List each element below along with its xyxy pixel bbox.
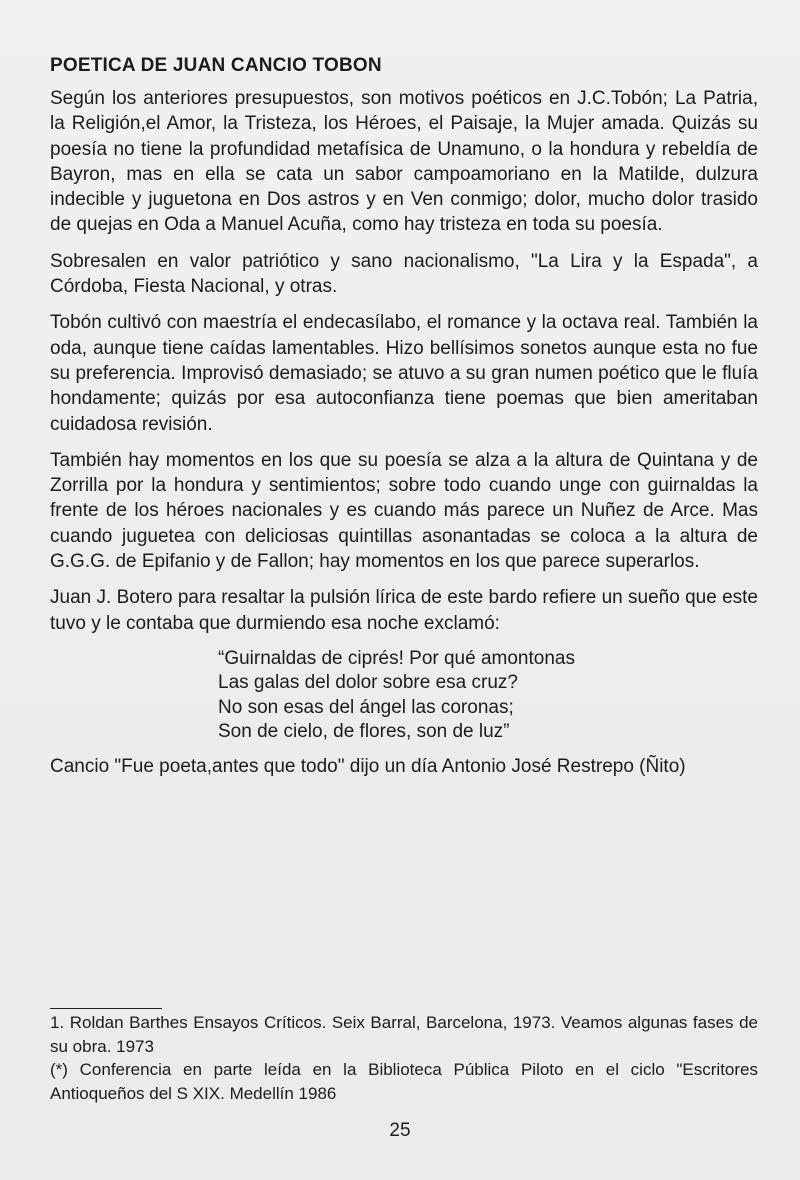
verse-quote <box>218 647 758 745</box>
verse-line: Son de cielo, de flores, son de luz” <box>218 721 510 743</box>
verse-line: “Guirnaldas de ciprés! Por qué amontonas <box>218 647 575 669</box>
footnotes <box>50 1011 758 1105</box>
verse-line: No son esas del ángel las coronas; <box>218 696 514 718</box>
body-text <box>50 86 758 779</box>
footnote-separator <box>50 1008 162 1009</box>
paragraph-metrica: Tobón cultivó con maestría el endecasílabo, el romance y la octava real. También la oda, aunque tiene caídas lamentables. Hizo bellísimos sonetos aunque esta no fue su preferencia. Improvisó demasiado; se atuvo a su gran numen poético que le fluía hondamente; quizás por esa autoconfianza tiene poemas que bien ameritaban cuidadosa revisión. <box>50 312 758 435</box>
footnote-1: 1. Roldan Barthes Ensayos Críticos. Seix Barral, Barcelona, 1973. Veamos algunas fases de su obra. 1973 <box>50 1013 758 1056</box>
page-title: POETICA DE JUAN CANCIO TOBON <box>50 55 382 76</box>
verse-line: Las galas del dolor sobre esa cruz? <box>218 672 518 694</box>
paragraph-botero: Juan J. Botero para resaltar la pulsión lírica de este bardo refiere un sueño que este tuvo y le contaba que durmiendo esa noche exclamó: <box>50 587 758 634</box>
closing-line: Cancio "Fue poeta,antes que todo" dijo un día Antonio José Restrepo (Ñito) <box>50 755 686 777</box>
footnote-asterisk: (*) Conferencia en parte leída en la Biblioteca Pública Piloto en el ciclo "Escritores Antioqueños del S XIX. Medellín 1986 <box>50 1060 758 1103</box>
paragraph-patriotico: Sobresalen en valor patriótico y sano nacionalismo, "La Lira y la Espada", a Córdoba, Fiesta Nacional, y otras. <box>50 250 758 298</box>
paragraph-motivos: Según los anteriores presupuestos, son motivos poéticos en J.C.Tobón; La Patria, la Religión,el Amor, la Tristeza, los Héroes, el Paisaje, la Mujer amada. Quizás su poesía no tiene la profundidad metafísica de Unamuno, o la hondura y rebeldía de Bayron, mas en ella se cata un sabor campoamoriano en la Matilde, dulzura indecible y juguetona en Dos astros y en Ven conmigo; dolor, mucho dolor trasido de quejas en Oda a Manuel Acuña, como hay tristeza en toda su poesía. <box>50 88 758 236</box>
page-number: 25 <box>389 1120 411 1141</box>
paragraph-quintana: También hay momentos en los que su poesía se alza a la altura de Quintana y de Zorrilla por la hondura y sentimientos; sobre todo cuando unge con guirnaldas la frente de los héroes nacionales y es cuando más parece un Nuñez de Arce. Mas cuando juguetea con deliciosas quintillas asonantadas se coloca a la altura de G.G.G. de Epifanio y de Fallon; hay momentos en los que parece superarlos. <box>50 449 758 573</box>
